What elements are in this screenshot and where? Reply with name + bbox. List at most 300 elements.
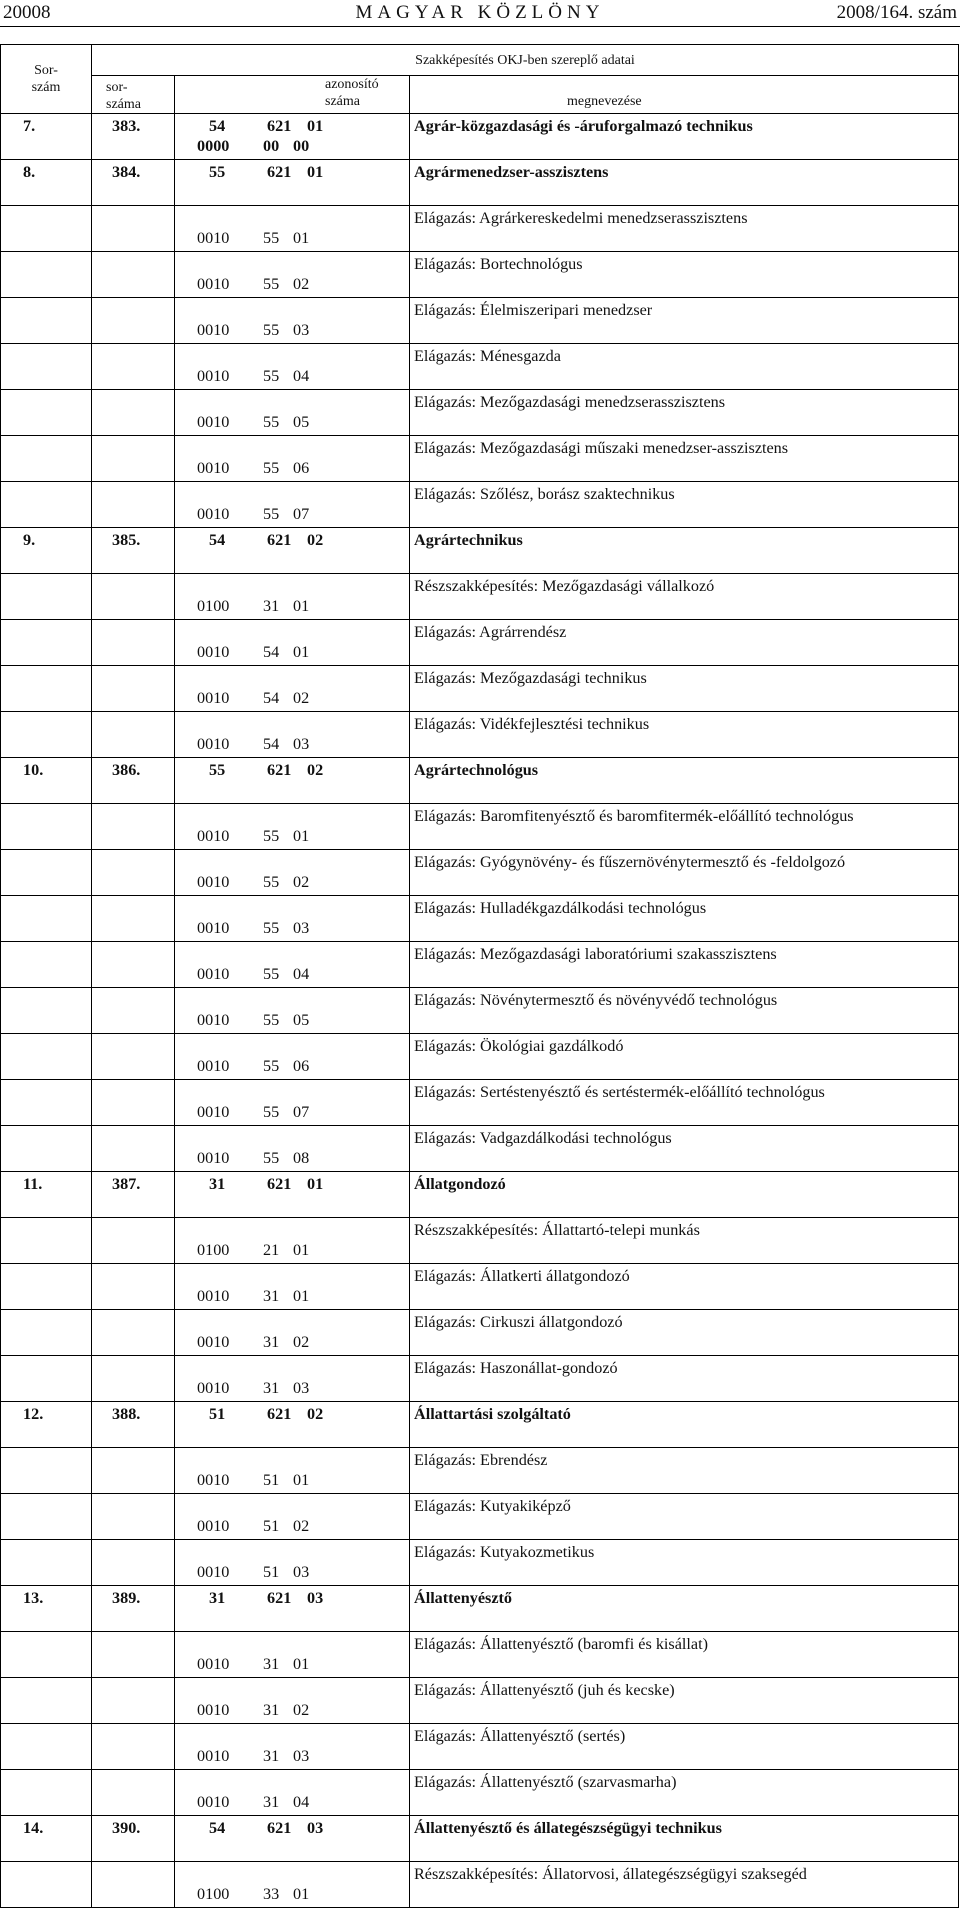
okj-code-part: 31 (263, 1333, 280, 1351)
okj-code-part: 06 (293, 459, 310, 477)
row-sorszam: 13. (1, 1586, 92, 1632)
page-number: 20008 (3, 2, 51, 23)
row-megnevezes: Elágazás: Szőlész, borász szaktechnikus (410, 482, 959, 528)
okj-code-part: 0100 (197, 597, 230, 615)
row-megnevezes: Elágazás: Gyógynövény- és fűszernövénytermesztő és -feldolgozó (410, 850, 959, 896)
qualification-row (1, 1816, 959, 1862)
row-megnevezes: Elágazás: Cirkuszi állatgondozó (410, 1310, 959, 1356)
okj-code-part: 54 (209, 117, 226, 135)
row-megnevezes: Agrártechnikus (410, 528, 959, 574)
row-sorszam (1, 942, 92, 988)
row-megnevezes: Elágazás: Kutyakozmetikus (410, 1540, 959, 1586)
okj-code-part: 0010 (197, 459, 230, 477)
okj-code-part: 01 (293, 229, 310, 247)
okj-code-part: 00 (263, 137, 280, 155)
okj-code-part: 55 (263, 873, 280, 891)
okj-code-part: 01 (307, 117, 324, 135)
row-megnevezes: Agrármenedzser-asszisztens (410, 160, 959, 206)
okj-code-part: 02 (307, 531, 324, 549)
row-sorszam (1, 574, 92, 620)
okj-code-part: 06 (293, 1057, 310, 1075)
row-sor-szama (92, 390, 175, 436)
row-megnevezes: Elágazás: Élelmiszeripari menedzser (410, 298, 959, 344)
branch-row (1, 482, 959, 528)
row-megnevezes: Elágazás: Agrárrendész (410, 620, 959, 666)
row-okj-code (175, 1862, 410, 1908)
okj-code-part: 55 (263, 919, 280, 937)
page-header (0, 0, 960, 27)
okj-code-part: 31 (263, 1747, 280, 1765)
okj-code-part: 0010 (197, 1471, 230, 1489)
row-okj-code (175, 712, 410, 758)
okj-code-part: 21 (263, 1241, 280, 1259)
okj-code-part: 0010 (197, 1655, 230, 1673)
row-megnevezes: Elágazás: Mezőgazdasági menedzserasszisztens (410, 390, 959, 436)
okj-code-part: 01 (307, 163, 324, 181)
row-okj-code (175, 252, 410, 298)
okj-code-part: 0010 (197, 1793, 230, 1811)
row-okj-code (175, 1080, 410, 1126)
row-okj-code (175, 1494, 410, 1540)
row-sor-szama (92, 1126, 175, 1172)
okj-code-part: 02 (293, 873, 310, 891)
okj-code-part: 55 (209, 163, 226, 181)
okj-code-part: 07 (293, 1103, 310, 1121)
row-sorszam (1, 1034, 92, 1080)
row-sorszam: 11. (1, 1172, 92, 1218)
row-okj-code (175, 1218, 410, 1264)
row-okj-code (175, 114, 410, 160)
okj-code-part: 55 (263, 1011, 280, 1029)
row-okj-code (175, 1586, 410, 1632)
okj-code-part: 55 (263, 413, 280, 431)
row-sor-szama (92, 344, 175, 390)
branch-row (1, 1770, 959, 1816)
branch-row (1, 620, 959, 666)
row-sor-szama (92, 574, 175, 620)
row-okj-code (175, 1448, 410, 1494)
row-sor-szama: 390. (92, 1816, 175, 1862)
branch-row (1, 1678, 959, 1724)
row-megnevezes: Elágazás: Növénytermesztő és növényvédő technológus (410, 988, 959, 1034)
row-sor-szama (92, 206, 175, 252)
row-sor-szama (92, 1770, 175, 1816)
row-sorszam (1, 1264, 92, 1310)
branch-row (1, 252, 959, 298)
row-sorszam (1, 1126, 92, 1172)
okj-code-part: 31 (209, 1589, 226, 1607)
row-sorszam (1, 1724, 92, 1770)
okj-code-part: 621 (267, 163, 292, 181)
row-sor-szama (92, 1862, 175, 1908)
row-sor-szama: 388. (92, 1402, 175, 1448)
okj-code-part: 03 (293, 1747, 310, 1765)
branch-row (1, 1540, 959, 1586)
okj-code-part: 55 (209, 761, 226, 779)
row-okj-code (175, 574, 410, 620)
okj-code-part: 03 (293, 1563, 310, 1581)
okj-code-part: 03 (293, 1379, 310, 1397)
row-sor-szama (92, 942, 175, 988)
row-megnevezes: Részszakképesítés: Mezőgazdasági vállalkozó (410, 574, 959, 620)
row-sor-szama (92, 482, 175, 528)
branch-row (1, 1356, 959, 1402)
row-megnevezes: Elágazás: Ménesgazda (410, 344, 959, 390)
row-megnevezes: Elágazás: Állattenyésztő (szarvasmarha) (410, 1770, 959, 1816)
row-sorszam: 9. (1, 528, 92, 574)
header-group: Szakképesítés OKJ-ben szereplő adatai (92, 45, 959, 76)
okj-code-part: 31 (263, 1655, 280, 1673)
okj-code-part: 621 (267, 531, 292, 549)
row-sor-szama (92, 1356, 175, 1402)
row-sor-szama (92, 1632, 175, 1678)
header-sorszam: Sor- szám (1, 45, 92, 114)
okj-code-part: 0010 (197, 873, 230, 891)
okj-code-part: 0010 (197, 413, 230, 431)
row-sorszam: 8. (1, 160, 92, 206)
row-okj-code (175, 206, 410, 252)
row-okj-code (175, 1816, 410, 1862)
row-sor-szama (92, 1494, 175, 1540)
okj-code-part: 51 (209, 1405, 226, 1423)
row-sorszam (1, 436, 92, 482)
row-megnevezes: Elágazás: Hulladékgazdálkodási technológus (410, 896, 959, 942)
qualification-row (1, 1586, 959, 1632)
okj-code-part: 31 (263, 1793, 280, 1811)
okj-code-part: 621 (267, 1175, 292, 1193)
okj-code-part: 51 (263, 1517, 280, 1535)
row-okj-code (175, 1402, 410, 1448)
row-sor-szama (92, 1080, 175, 1126)
okj-code-part: 0010 (197, 827, 230, 845)
okj-code-part: 05 (293, 413, 310, 431)
row-sor-szama (92, 666, 175, 712)
row-sorszam: 14. (1, 1816, 92, 1862)
row-sor-szama (92, 620, 175, 666)
okj-code-part: 04 (293, 367, 310, 385)
branch-row (1, 1218, 959, 1264)
okj-code-part: 0010 (197, 919, 230, 937)
qualification-row (1, 1172, 959, 1218)
row-megnevezes: Elágazás: Sertéstenyésztő és sertéstermék-előállító technológus (410, 1080, 959, 1126)
row-megnevezes: Elágazás: Mezőgazdasági technikus (410, 666, 959, 712)
okj-code-part: 01 (293, 597, 310, 615)
table-subheader-row (1, 76, 959, 114)
row-okj-code (175, 620, 410, 666)
okj-code-part: 0100 (197, 1885, 230, 1903)
branch-row (1, 666, 959, 712)
row-megnevezes: Elágazás: Ökológiai gazdálkodó (410, 1034, 959, 1080)
row-megnevezes: Elágazás: Agrárkereskedelmi menedzserasszisztens (410, 206, 959, 252)
okj-code-part: 0010 (197, 229, 230, 247)
row-okj-code (175, 1356, 410, 1402)
okj-code-part: 0010 (197, 1287, 230, 1305)
branch-row (1, 712, 959, 758)
row-sor-szama: 383. (92, 114, 175, 160)
okj-code-part: 01 (293, 643, 310, 661)
okj-code-part: 04 (293, 1793, 310, 1811)
okj-code-part: 31 (263, 597, 280, 615)
row-megnevezes: Elágazás: Baromfitenyésztő és baromfitermék-előállító technológus (410, 804, 959, 850)
branch-row (1, 896, 959, 942)
okj-code-part: 0010 (197, 505, 230, 523)
row-megnevezes: Elágazás: Állattenyésztő (juh és kecske) (410, 1678, 959, 1724)
branch-row (1, 1724, 959, 1770)
row-megnevezes: Elágazás: Kutyakiképző (410, 1494, 959, 1540)
row-sor-szama (92, 850, 175, 896)
okj-code-part: 0100 (197, 1241, 230, 1259)
row-sorszam (1, 1632, 92, 1678)
okj-code-part: 31 (263, 1701, 280, 1719)
branch-row (1, 1080, 959, 1126)
branch-row (1, 436, 959, 482)
row-megnevezes: Részszakképesítés: Állatorvosi, állategészségügyi szaksegéd (410, 1862, 959, 1908)
okj-code-part: 02 (307, 1405, 324, 1423)
okj-code-part: 0000 (197, 137, 230, 155)
row-okj-code (175, 1724, 410, 1770)
row-sor-szama (92, 988, 175, 1034)
okj-code-part: 33 (263, 1885, 280, 1903)
row-okj-code (175, 436, 410, 482)
okj-code-part: 55 (263, 275, 280, 293)
okj-code-part: 31 (209, 1175, 226, 1193)
okj-code-part: 55 (263, 827, 280, 845)
okj-code-part: 02 (293, 689, 310, 707)
row-okj-code (175, 1770, 410, 1816)
okj-code-part: 55 (263, 965, 280, 983)
okj-code-part: 54 (263, 643, 280, 661)
okj-code-part: 03 (293, 321, 310, 339)
row-sor-szama (92, 1678, 175, 1724)
okj-code-part: 54 (263, 735, 280, 753)
branch-row (1, 574, 959, 620)
row-sorszam (1, 390, 92, 436)
row-okj-code (175, 896, 410, 942)
okj-code-part: 01 (293, 1287, 310, 1305)
row-sorszam (1, 666, 92, 712)
row-sorszam (1, 482, 92, 528)
qualification-row (1, 1402, 959, 1448)
okj-code-part: 0010 (197, 1517, 230, 1535)
okj-code-part: 0010 (197, 735, 230, 753)
qualification-row (1, 160, 959, 206)
row-okj-code (175, 942, 410, 988)
row-sor-szama (92, 1264, 175, 1310)
okj-code-part: 02 (293, 275, 310, 293)
okj-code-part: 0010 (197, 1149, 230, 1167)
okj-code-part: 54 (209, 531, 226, 549)
okj-code-part: 01 (293, 1241, 310, 1259)
row-sor-szama (92, 712, 175, 758)
row-okj-code (175, 804, 410, 850)
row-sorszam: 7. (1, 114, 92, 160)
okj-code-part: 51 (263, 1471, 280, 1489)
row-okj-code (175, 758, 410, 804)
okj-code-part: 55 (263, 367, 280, 385)
row-sorszam (1, 206, 92, 252)
row-sor-szama (92, 1448, 175, 1494)
branch-row (1, 344, 959, 390)
row-okj-code (175, 390, 410, 436)
okj-code-part: 621 (267, 117, 292, 135)
branch-row (1, 390, 959, 436)
row-okj-code (175, 1172, 410, 1218)
okj-code-part: 31 (263, 1287, 280, 1305)
okj-code-part: 0010 (197, 1011, 230, 1029)
okj-code-part: 55 (263, 321, 280, 339)
row-megnevezes: Elágazás: Mezőgazdasági laboratóriumi szakasszisztens (410, 942, 959, 988)
row-megnevezes: Állatgondozó (410, 1172, 959, 1218)
row-okj-code (175, 160, 410, 206)
row-sorszam (1, 850, 92, 896)
branch-row (1, 206, 959, 252)
row-sorszam (1, 252, 92, 298)
row-megnevezes: Elágazás: Haszonállat-gondozó (410, 1356, 959, 1402)
row-sorszam (1, 988, 92, 1034)
okj-code-part: 00 (293, 137, 310, 155)
row-megnevezes: Részszakképesítés: Állattartó-telepi munkás (410, 1218, 959, 1264)
row-okj-code (175, 1264, 410, 1310)
table-header-row (1, 45, 959, 76)
okj-code-part: 55 (263, 1103, 280, 1121)
row-megnevezes: Elágazás: Állattenyésztő (sertés) (410, 1724, 959, 1770)
row-megnevezes: Agrár-közgazdasági és -áruforgalmazó technikus (410, 114, 959, 160)
row-sor-szama (92, 1218, 175, 1264)
okj-code-part: 0010 (197, 1103, 230, 1121)
row-sor-szama: 387. (92, 1172, 175, 1218)
row-sorszam (1, 1080, 92, 1126)
okj-code-part: 01 (293, 1471, 310, 1489)
branch-row (1, 1448, 959, 1494)
row-sor-szama (92, 1034, 175, 1080)
okj-code-part: 0010 (197, 1701, 230, 1719)
okj-code-part: 621 (267, 1405, 292, 1423)
okj-code-part: 55 (263, 229, 280, 247)
okj-code-part: 01 (293, 827, 310, 845)
row-sor-szama (92, 1724, 175, 1770)
okj-code-part: 0010 (197, 965, 230, 983)
okj-code-part: 55 (263, 1149, 280, 1167)
branch-row (1, 1862, 959, 1908)
row-megnevezes: Elágazás: Állattenyésztő (baromfi és kisállat) (410, 1632, 959, 1678)
okj-code-part: 0010 (197, 275, 230, 293)
row-megnevezes: Állattenyésztő és állategészségügyi technikus (410, 1816, 959, 1862)
row-sor-szama: 385. (92, 528, 175, 574)
okj-code-part: 0010 (197, 1333, 230, 1351)
qualification-row (1, 528, 959, 574)
okj-code-part: 0010 (197, 321, 230, 339)
branch-row (1, 298, 959, 344)
header-megnevezes: megnevezése (410, 76, 959, 114)
row-sor-szama: 386. (92, 758, 175, 804)
row-sorszam (1, 712, 92, 758)
row-megnevezes: Elágazás: Vidékfejlesztési technikus (410, 712, 959, 758)
okj-code-part: 02 (293, 1517, 310, 1535)
header-azonosito: azonosító száma (175, 76, 410, 114)
publication-title: MAGYAR KÖZLÖNY (355, 2, 605, 23)
qualification-row (1, 758, 959, 804)
row-sorszam (1, 1540, 92, 1586)
branch-row (1, 1632, 959, 1678)
okj-code-part: 55 (263, 505, 280, 523)
row-sorszam (1, 804, 92, 850)
okj-code-part: 0010 (197, 1379, 230, 1397)
qualification-row (1, 114, 959, 160)
okj-code-part: 0010 (197, 1747, 230, 1765)
row-okj-code (175, 988, 410, 1034)
okj-code-part: 621 (267, 1589, 292, 1607)
row-sor-szama (92, 298, 175, 344)
row-okj-code (175, 1678, 410, 1724)
row-sor-szama: 384. (92, 160, 175, 206)
issue-number: 2008/164. szám (836, 2, 957, 23)
okj-code-part: 04 (293, 965, 310, 983)
row-megnevezes: Állattartási szolgáltató (410, 1402, 959, 1448)
row-sorszam (1, 1494, 92, 1540)
okj-code-part: 54 (263, 689, 280, 707)
okj-code-part: 621 (267, 761, 292, 779)
row-okj-code (175, 528, 410, 574)
okj-code-part: 55 (263, 1057, 280, 1075)
okj-table (0, 44, 959, 1908)
okj-code-part: 54 (209, 1819, 226, 1837)
okj-code-part: 03 (307, 1589, 324, 1607)
okj-code-part: 03 (293, 919, 310, 937)
okj-code-part: 07 (293, 505, 310, 523)
okj-code-part: 01 (307, 1175, 324, 1193)
row-sorszam (1, 1770, 92, 1816)
branch-row (1, 1034, 959, 1080)
okj-code-part: 621 (267, 1819, 292, 1837)
row-okj-code (175, 1126, 410, 1172)
row-okj-code (175, 1540, 410, 1586)
row-sorszam: 12. (1, 1402, 92, 1448)
row-okj-code (175, 344, 410, 390)
row-sorszam: 10. (1, 758, 92, 804)
header-sor-szama: sor- száma (92, 76, 175, 114)
branch-row (1, 942, 959, 988)
branch-row (1, 850, 959, 896)
okj-code-part: 31 (263, 1379, 280, 1397)
okj-code-part: 03 (307, 1819, 324, 1837)
branch-row (1, 1126, 959, 1172)
row-okj-code (175, 1034, 410, 1080)
okj-code-part: 05 (293, 1011, 310, 1029)
row-okj-code (175, 666, 410, 712)
row-sor-szama (92, 436, 175, 482)
row-megnevezes: Elágazás: Ebrendész (410, 1448, 959, 1494)
okj-code-part: 01 (293, 1885, 310, 1903)
row-sor-szama (92, 896, 175, 942)
okj-code-part: 0010 (197, 643, 230, 661)
row-megnevezes: Elágazás: Vadgazdálkodási technológus (410, 1126, 959, 1172)
okj-code-part: 0010 (197, 1563, 230, 1581)
row-megnevezes: Elágazás: Állatkerti állatgondozó (410, 1264, 959, 1310)
row-megnevezes: Elágazás: Bortechnológus (410, 252, 959, 298)
okj-code-part: 08 (293, 1149, 310, 1167)
okj-code-part: 0010 (197, 1057, 230, 1075)
row-sorszam (1, 620, 92, 666)
row-sorszam (1, 344, 92, 390)
row-sorszam (1, 1862, 92, 1908)
branch-row (1, 804, 959, 850)
okj-code-part: 02 (293, 1701, 310, 1719)
row-sor-szama: 389. (92, 1586, 175, 1632)
row-okj-code (175, 1632, 410, 1678)
row-sorszam (1, 298, 92, 344)
row-sor-szama (92, 1540, 175, 1586)
branch-row (1, 1264, 959, 1310)
